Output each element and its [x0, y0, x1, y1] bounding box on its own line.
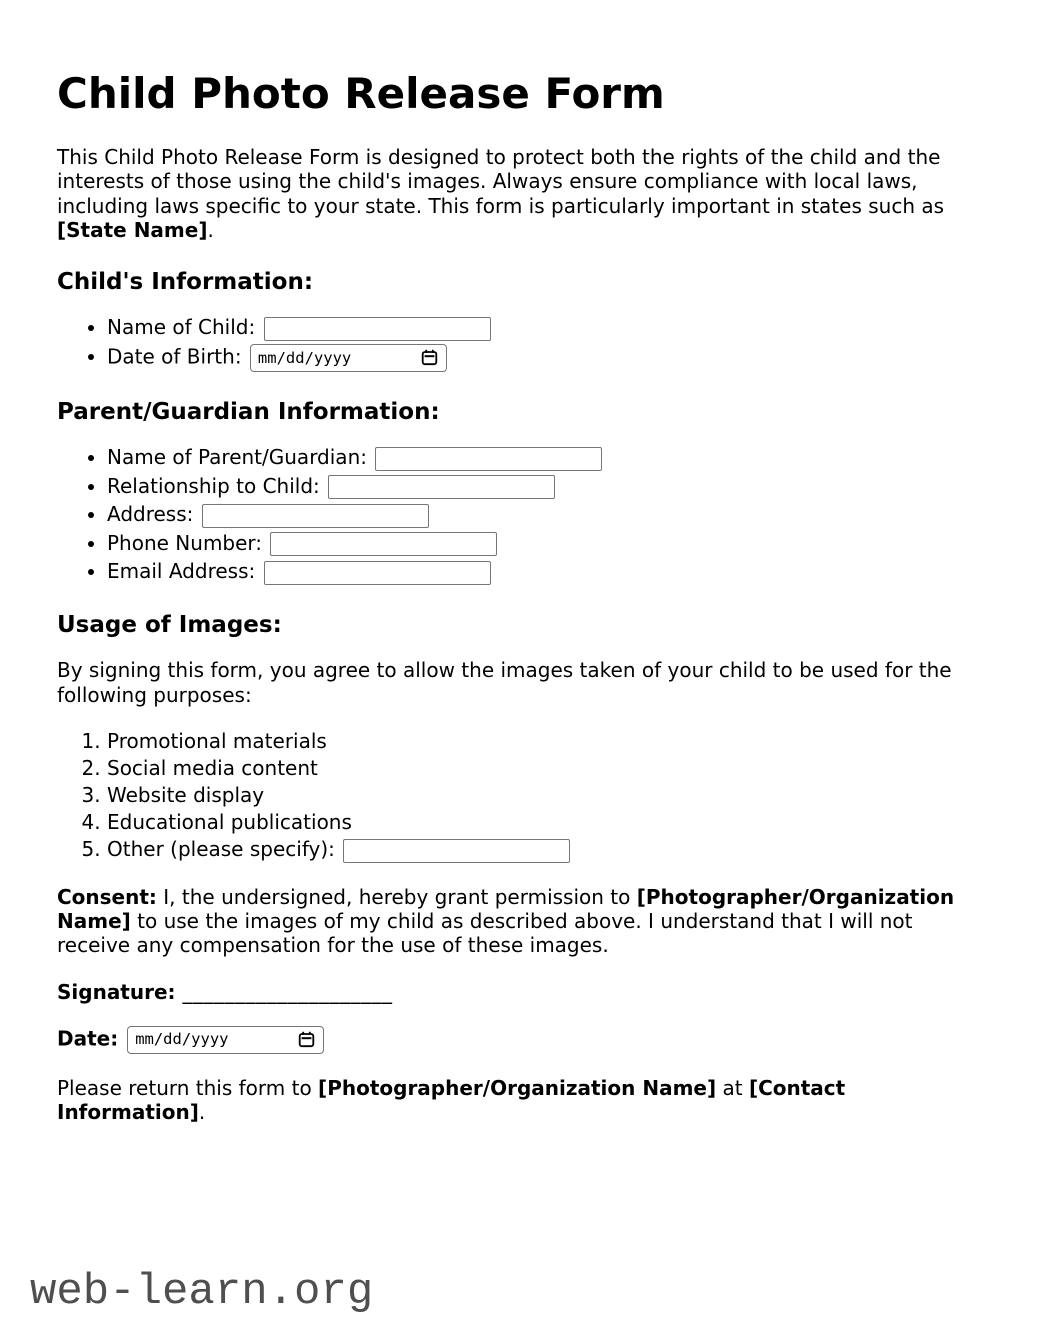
- relationship-input[interactable]: [328, 475, 555, 499]
- other-specify-input[interactable]: [343, 839, 570, 863]
- list-item-child-name: [107, 315, 967, 341]
- state-name-placeholder: [State Name]: [57, 217, 208, 242]
- purpose-item-educational: 4. Educational publications: [107, 810, 967, 834]
- purpose-item-social-media: 2. Social media content: [107, 756, 967, 780]
- child-info-list: [57, 315, 967, 372]
- return-text-1: Please return this form to: [57, 1075, 319, 1100]
- other-label: Other (please specify):: [107, 837, 335, 862]
- usage-intro-paragraph: By signing this form, you agree to allow the images taken of your child to be used for the following purposes:: [57, 658, 952, 707]
- return-period: .: [198, 1099, 206, 1124]
- signature-line[interactable]: ____________________: [182, 979, 393, 1004]
- list-item-phone: [107, 531, 967, 557]
- watermark: web-learn.org: [30, 1267, 374, 1317]
- list-item-relationship: [107, 474, 967, 500]
- parent-info-list: [57, 445, 967, 585]
- list-item-address: [107, 502, 967, 528]
- intro-paragraph: [57, 145, 967, 242]
- return-text-2: at: [716, 1075, 749, 1100]
- parent-info-heading: Parent/Guardian Information:: [57, 398, 440, 425]
- purpose-item-website: 3. Website display: [107, 783, 967, 807]
- date-of-birth-label: Date of Birth:: [107, 344, 242, 369]
- return-contact-placeholder: [Contact Information]: [57, 1075, 846, 1124]
- calendar-icon[interactable]: [421, 349, 438, 366]
- consent-paragraph: [57, 885, 967, 958]
- date-placeholder-text: mm/dd/yyyy: [135, 1030, 229, 1049]
- list-item-parent-name: [107, 445, 967, 471]
- child-name-input[interactable]: [264, 317, 491, 341]
- date-row: [57, 1026, 967, 1054]
- consent-text-1: I, the undersigned, hereby grant permission to: [156, 884, 637, 909]
- list-item-date-of-birth: [107, 344, 967, 372]
- parent-name-label: Name of Parent/Guardian:: [107, 445, 367, 470]
- child-info-heading: Child's Information:: [57, 269, 314, 296]
- parent-name-input[interactable]: [375, 447, 602, 471]
- calendar-icon[interactable]: [298, 1031, 315, 1048]
- return-org-placeholder: [Photographer/Organization Name]: [318, 1075, 717, 1100]
- signature-row: [57, 980, 967, 1004]
- relationship-label: Relationship to Child:: [107, 473, 320, 498]
- purpose-item-other: [107, 837, 967, 863]
- child-name-label: Name of Child:: [107, 315, 256, 340]
- intro-period: .: [207, 217, 214, 242]
- usage-purposes-list: [57, 729, 967, 863]
- usage-heading: Usage of Images:: [57, 611, 282, 638]
- page-title: Child Photo Release Form: [57, 69, 665, 118]
- consent-org-placeholder: [Photographer/Organization Name]: [57, 884, 955, 934]
- return-instructions-paragraph: [57, 1076, 967, 1124]
- date-of-birth-input[interactable]: [250, 344, 447, 372]
- date-input[interactable]: [127, 1026, 324, 1054]
- date-label: Date:: [57, 1026, 126, 1051]
- purpose-item-promotional: 1. Promotional materials: [107, 729, 967, 753]
- phone-label: Phone Number:: [107, 530, 263, 555]
- address-label: Address:: [107, 502, 194, 527]
- email-label: Email Address:: [107, 559, 256, 584]
- email-input[interactable]: [264, 561, 491, 585]
- consent-label: Consent:: [57, 884, 157, 909]
- list-item-email: [107, 559, 967, 585]
- consent-text-2: to use the images of my child as described above. I understand that I will not receive any compensation for the use of these images.: [57, 909, 913, 958]
- intro-text: This Child Photo Release Form is designed to protect both the rights of the child and the interests of those using the child's images. Always ensure compliance with local laws, including laws specific to your state. This form is particularly important in states such as: [57, 145, 945, 218]
- signature-label: Signature:: [57, 979, 183, 1004]
- phone-input[interactable]: [270, 532, 497, 556]
- date-placeholder-text: mm/dd/yyyy: [257, 348, 352, 367]
- address-input[interactable]: [202, 504, 429, 528]
